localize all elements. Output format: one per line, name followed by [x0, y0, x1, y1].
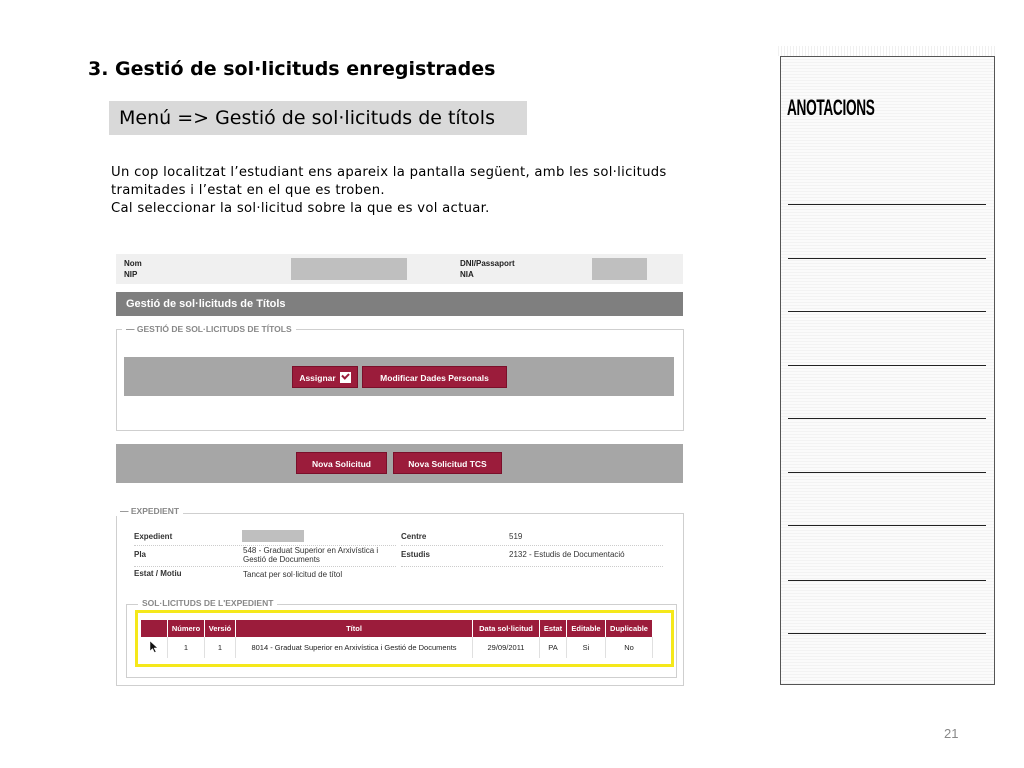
divider [401, 566, 663, 567]
expedient-redacted [242, 530, 304, 542]
note-line [788, 472, 986, 473]
estudis-value: 2132 - Estudis de Documentació [509, 550, 625, 559]
note-line [788, 633, 986, 634]
column-header-editable: Editable [567, 620, 606, 637]
nom-redacted [291, 258, 407, 280]
note-line [788, 311, 986, 312]
intro-line-1: Un cop localitzat l’estudiant ens apareix la pantalla següent, amb les sol·licituds [111, 165, 667, 180]
annotations-top-texture [778, 46, 996, 56]
modificar-dades-personals-button[interactable]: Modificar Dades Personals [362, 366, 507, 388]
nom-label: Nom [124, 259, 142, 268]
expedient-label: Expedient [134, 532, 173, 541]
section-title-bar: Gestió de sol·licituds de Títols [116, 292, 683, 316]
note-line [788, 365, 986, 366]
column-header-duplicable: Duplicable [606, 620, 653, 637]
column-header-titol: Títol [236, 620, 473, 637]
pla-value-line2: Gestió de Documents [243, 555, 320, 564]
column-header-numero: Número [168, 620, 205, 637]
nia-label: NIA [460, 270, 474, 279]
checkbox-icon [340, 372, 351, 383]
cell-titol: 8014 - Graduat Superior en Arxivística i Gestió de Documents [236, 637, 473, 658]
cell-editable: Si [567, 637, 606, 658]
menu-path-label: Menú => Gestió de sol·licituds de títols [109, 101, 527, 135]
annotations-panel [780, 56, 995, 685]
centre-label: Centre [401, 532, 427, 541]
pla-value-line1: 548 - Graduat Superior en Arxivística i [243, 546, 379, 555]
solicituds-legend: SOL·LICITUDS DE L'EXPEDIENT [138, 598, 277, 608]
cell-estat: PA [540, 637, 567, 658]
note-line [788, 580, 986, 581]
divider [134, 566, 396, 567]
app-screenshot [116, 254, 684, 684]
column-header-estat: Estat [540, 620, 567, 637]
note-line [788, 258, 986, 259]
estat-label: Estat / Motiu [134, 569, 182, 578]
annotations-title: ANOTACIONS [787, 95, 875, 120]
column-header-data: Data sol·licitud [473, 620, 540, 637]
cell-versio: 1 [205, 637, 236, 658]
assignar-button[interactable]: Assignar [292, 366, 358, 388]
page-number: 21 [944, 726, 959, 741]
nip-label: NIP [124, 270, 138, 279]
nova-solicitud-button[interactable]: Nova Solicitud [296, 452, 387, 474]
estat-value: Tancat per sol·licitud de títol [243, 570, 343, 579]
expedient-legend: — EXPEDIENT [116, 506, 183, 516]
note-line [788, 204, 986, 205]
note-line [788, 418, 986, 419]
estudis-label: Estudis [401, 550, 430, 559]
slide-title: 3. Gestió de sol·licituds enregistrades [88, 58, 496, 80]
dni-redacted [592, 258, 647, 280]
pla-label: Pla [134, 550, 147, 559]
intro-text [111, 164, 731, 218]
centre-value: 519 [509, 532, 523, 541]
highlight-frame [135, 610, 674, 667]
cell-numero: 1 [168, 637, 205, 658]
cell-data: 29/09/2011 [473, 637, 540, 658]
intro-line-2: tramitades i l’estat en el que es troben. [111, 183, 385, 198]
divider [401, 545, 663, 546]
intro-line-3: Cal seleccionar la sol·licitud sobre la que es vol actuar. [111, 201, 490, 216]
cell-duplicable: No [606, 637, 653, 658]
column-header-versio: Versió [205, 620, 236, 637]
note-line [788, 525, 986, 526]
fieldset-titols-legend: — GESTIÓ DE SOL·LICITUDS DE TÍTOLS [122, 324, 296, 334]
nova-solicitud-tcs-button[interactable]: Nova Solicitud TCS [393, 452, 502, 474]
dni-label: DNI/Passaport [460, 259, 515, 268]
